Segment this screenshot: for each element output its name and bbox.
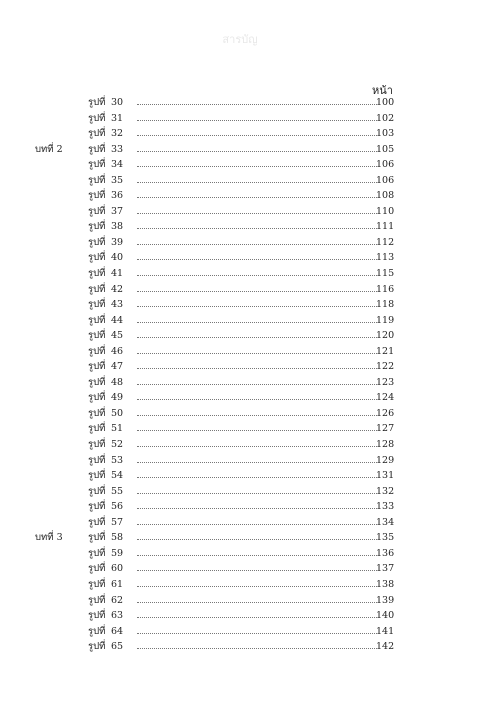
figure-label: รูปที่ [88, 174, 106, 186]
page-number: 105 [376, 143, 395, 155]
figure-number: 59 [111, 547, 124, 559]
figure-label: รูปที่ [88, 236, 106, 248]
figure-label: รูปที่ [88, 423, 106, 435]
page-title: สารบัญ [222, 33, 258, 46]
figure-number: 38 [111, 221, 124, 233]
figure-label: รูปที่ [88, 345, 106, 357]
figure-number: 36 [111, 190, 124, 202]
dot-leader [137, 213, 377, 214]
page-number: 111 [376, 221, 395, 233]
figure-number: 43 [111, 299, 124, 311]
figure-number: 34 [111, 159, 124, 171]
dot-leader [137, 570, 377, 571]
list-item [0, 204, 480, 220]
list-item [0, 142, 480, 158]
list-item [0, 639, 480, 655]
dot-leader [137, 446, 377, 447]
dot-leader [137, 430, 377, 431]
list-item [0, 111, 480, 127]
figure-label: รูปที่ [88, 485, 106, 497]
figure-number: 35 [111, 174, 124, 186]
page-number: 136 [376, 547, 395, 559]
page-number: 142 [376, 641, 395, 653]
dot-leader [137, 508, 377, 509]
list-item [0, 468, 480, 484]
figure-label: รูปที่ [88, 439, 106, 451]
page-number: 106 [376, 159, 395, 171]
figure-label: รูปที่ [88, 641, 106, 653]
page-number: 132 [376, 485, 395, 497]
list-item [0, 577, 480, 593]
page-number: 134 [376, 516, 395, 528]
dot-leader [137, 384, 377, 385]
page-number: 128 [376, 439, 395, 451]
figure-number: 39 [111, 236, 124, 248]
figure-label: รูปที่ [88, 547, 106, 559]
figure-number: 60 [111, 563, 124, 575]
list-item [0, 313, 480, 329]
figure-number: 61 [111, 578, 124, 590]
page-number: 118 [376, 299, 395, 311]
list-item [0, 344, 480, 360]
list-item [0, 219, 480, 235]
list-item [0, 235, 480, 251]
page-number: 139 [376, 594, 395, 606]
figure-label: รูปที่ [88, 268, 106, 280]
list-item [0, 546, 480, 562]
page-number: 140 [376, 610, 395, 622]
page-number: 116 [376, 283, 395, 295]
figure-number: 55 [111, 485, 124, 497]
figure-number: 56 [111, 501, 124, 513]
figure-number: 30 [111, 97, 124, 108]
figure-label: รูปที่ [88, 159, 106, 171]
dot-leader [137, 306, 377, 307]
dot-leader [137, 291, 377, 292]
list-item [0, 297, 480, 313]
list-item [0, 561, 480, 577]
list-item [0, 157, 480, 173]
list-item [0, 359, 480, 375]
dot-leader [137, 244, 377, 245]
figure-number: 44 [111, 314, 124, 326]
figure-label: รูปที่ [88, 97, 106, 108]
dot-leader [137, 555, 377, 556]
figure-label: รูปที่ [88, 578, 106, 590]
page-number: 131 [376, 470, 395, 482]
dot-leader [137, 353, 377, 354]
page-number: 124 [376, 392, 395, 404]
page-number: 119 [376, 314, 395, 326]
dot-leader [137, 275, 377, 276]
figure-number: 46 [111, 345, 124, 357]
figure-number: 64 [111, 625, 124, 637]
figure-label: รูปที่ [88, 112, 106, 124]
figure-label: รูปที่ [88, 128, 106, 140]
dot-leader [137, 120, 377, 121]
dot-leader [137, 648, 377, 649]
list-item [0, 266, 480, 282]
figure-number: 57 [111, 516, 124, 528]
list-item [0, 437, 480, 453]
dot-leader [137, 135, 377, 136]
figure-label: รูปที่ [88, 376, 106, 388]
figure-number: 51 [111, 423, 124, 435]
figure-number: 45 [111, 330, 124, 342]
dot-leader [137, 415, 377, 416]
dot-leader [137, 197, 377, 198]
dot-leader [137, 368, 377, 369]
list-item [0, 328, 480, 344]
page-number: 112 [376, 236, 395, 248]
figure-number: 33 [111, 143, 124, 155]
page-number: 133 [376, 501, 395, 513]
figure-number: 65 [111, 641, 124, 653]
list-item [0, 406, 480, 422]
list-item [0, 453, 480, 469]
page-number: 126 [376, 407, 395, 419]
page-number: 137 [376, 563, 395, 575]
figure-label: รูปที่ [88, 610, 106, 622]
dot-leader [137, 151, 377, 152]
chapter-label: บทที่ 2 [35, 143, 63, 155]
figure-number: 49 [111, 392, 124, 404]
figure-label: รูปที่ [88, 532, 106, 544]
figure-label: รูปที่ [88, 501, 106, 513]
list-item [0, 624, 480, 640]
dot-leader [137, 586, 377, 587]
page-number: 129 [376, 454, 395, 466]
figure-label: รูปที่ [88, 361, 106, 373]
list-item [0, 282, 480, 298]
chapter-label: บทที่ 3 [35, 532, 63, 544]
dot-leader [137, 633, 377, 634]
figure-number: 40 [111, 252, 124, 264]
dot-leader [137, 462, 377, 463]
dot-leader [137, 524, 377, 525]
figure-number: 37 [111, 205, 124, 217]
figure-number: 50 [111, 407, 124, 419]
figure-number: 42 [111, 283, 124, 295]
figure-number: 32 [111, 128, 124, 140]
figure-number: 63 [111, 610, 124, 622]
list-item [0, 95, 480, 111]
page-number: 127 [376, 423, 395, 435]
page-number: 115 [376, 268, 395, 280]
figure-label: รูปที่ [88, 454, 106, 466]
dot-leader [137, 477, 377, 478]
list-item [0, 126, 480, 142]
page-number: 120 [376, 330, 395, 342]
list-item [0, 499, 480, 515]
dot-leader [137, 259, 377, 260]
figure-label: รูปที่ [88, 299, 106, 311]
list-item [0, 530, 480, 546]
figure-label: รูปที่ [88, 330, 106, 342]
page-number: 135 [376, 532, 395, 544]
dot-leader [137, 228, 377, 229]
page-number: 141 [376, 625, 395, 637]
page-number: 108 [376, 190, 395, 202]
figure-label: รูปที่ [88, 563, 106, 575]
dot-leader [137, 617, 377, 618]
figure-number: 62 [111, 594, 124, 606]
figure-label: รูปที่ [88, 143, 106, 155]
figure-number: 53 [111, 454, 124, 466]
page-number: 123 [376, 376, 395, 388]
dot-leader [137, 104, 377, 105]
page-number: 110 [376, 205, 395, 217]
figure-label: รูปที่ [88, 252, 106, 264]
dot-leader [137, 182, 377, 183]
figure-list [0, 95, 480, 655]
page-column-header: หน้า [372, 84, 393, 97]
list-item [0, 608, 480, 624]
dot-leader [137, 399, 377, 400]
list-item [0, 188, 480, 204]
figure-label: รูปที่ [88, 594, 106, 606]
figure-number: 52 [111, 439, 124, 451]
figure-label: รูปที่ [88, 221, 106, 233]
dot-leader [137, 322, 377, 323]
page-number: 138 [376, 578, 395, 590]
list-item [0, 421, 480, 437]
page-number: 100 [376, 97, 395, 108]
list-item [0, 173, 480, 189]
figure-label: รูปที่ [88, 625, 106, 637]
figure-label: รูปที่ [88, 314, 106, 326]
dot-leader [137, 539, 377, 540]
list-item [0, 515, 480, 531]
dot-leader [137, 493, 377, 494]
list-item [0, 390, 480, 406]
dot-leader [137, 166, 377, 167]
figure-number: 47 [111, 361, 124, 373]
page-number: 106 [376, 174, 395, 186]
page-number: 122 [376, 361, 395, 373]
figure-number: 58 [111, 532, 124, 544]
page-number: 103 [376, 128, 395, 140]
figure-label: รูปที่ [88, 283, 106, 295]
page-number: 102 [376, 112, 395, 124]
page-number: 113 [376, 252, 395, 264]
figure-label: รูปที่ [88, 516, 106, 528]
list-item [0, 484, 480, 500]
figure-label: รูปที่ [88, 190, 106, 202]
figure-number: 54 [111, 470, 124, 482]
figure-label: รูปที่ [88, 392, 106, 404]
figure-number: 31 [111, 112, 124, 124]
figure-number: 41 [111, 268, 124, 280]
dot-leader [137, 602, 377, 603]
list-item [0, 375, 480, 391]
figure-number: 48 [111, 376, 124, 388]
figure-label: รูปที่ [88, 470, 106, 482]
list-item [0, 593, 480, 609]
figure-label: รูปที่ [88, 407, 106, 419]
page-number: 121 [376, 345, 395, 357]
dot-leader [137, 337, 377, 338]
list-item [0, 250, 480, 266]
figure-label: รูปที่ [88, 205, 106, 217]
